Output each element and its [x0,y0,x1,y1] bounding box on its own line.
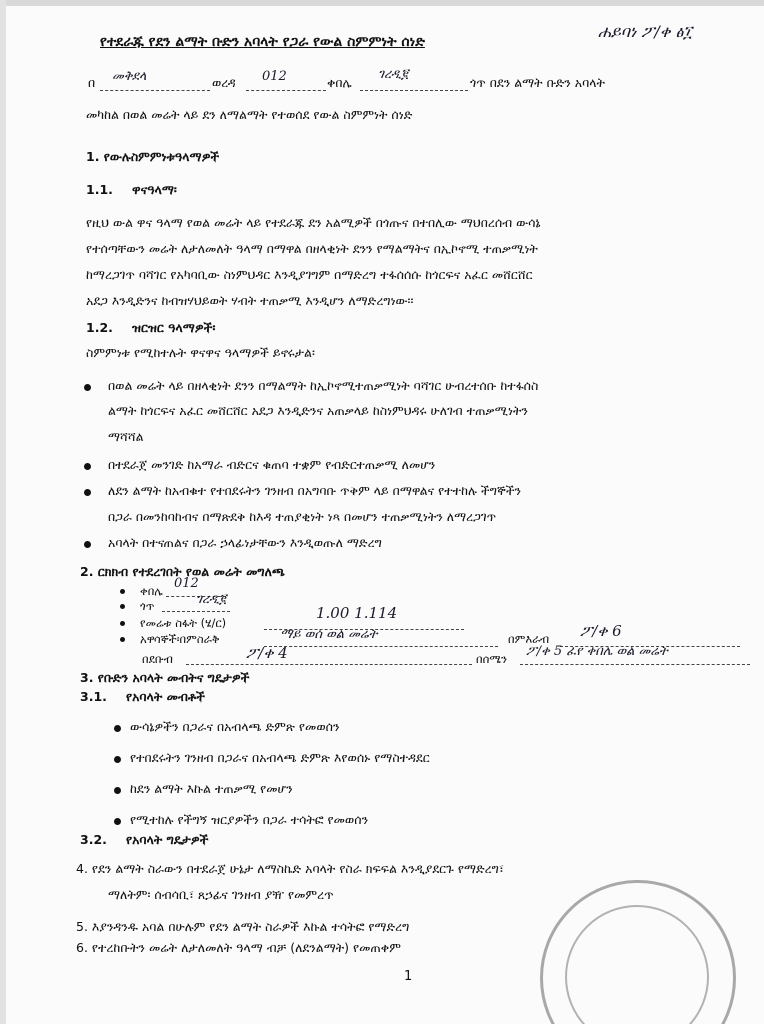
para-line: የዚህ ውል ዋና ዓላማ የወል መሬት ላይ የተደራጁ ደን አልሚዎች በጎጡና በተበሊው ማህበረሰብ ውሳኔ [86,215,541,230]
handwritten-parcel-area: 1.00 1.114 [316,604,398,622]
section-3-2-number: 3.2. [80,832,107,847]
parcel-got-label: ጎጥ [140,599,155,613]
parcel-east-label: አዋሳኞች፡በምስራቅ [140,632,220,646]
bullet-dot [120,637,125,642]
para-line: የተሰጣቸውን መሬት ለታለመለት ዓላማ በማዋል በዘላቂነት ደንን የማልማትና በኢኮኖሚ ተጠቃሚነት [86,241,538,256]
bullet-line: ልማት ከጎርፍና አፈር መሸርሸር አደጋ እንዲድንና አጠቃላይ ከስነምህዳሩ ሁለገብ ተጠቃሚነትን [108,403,528,418]
rights-item: የተበደሩትን ገንዘብ በጋራና በአብላጫ ድምጽ እየወሰኑ የማስተዳደር [130,750,430,765]
bullet-line: ማሻሻል [108,429,144,444]
rights-item: ከደን ልማት እኩል ተጠቃሚ የመሆን [130,781,293,796]
section-1-heading: 1. የውሉስምምነቱዓላማዎች [86,149,220,164]
section-3-1-number: 3.1. [80,689,107,704]
parcel-area-label: የመሬቱ ስፋት (ሄ/ር) [140,616,227,630]
intro-prefix: በ [88,75,96,90]
bullet-line: በተደራጀ መንገድ ከአማራ ብድርና ቁጠባ ተቋም የብድርተጠቃሚ ለመሆን [108,457,436,472]
kebele-fill-line [360,90,468,91]
fill-line [186,664,472,665]
obligation-6: 6. የተረከቡትን መሬት ለታለመለት ዓላማ ብቻ (ለደንልማት) የመጠቀም [76,940,401,955]
bullet-dot [120,621,125,626]
official-stamp-inner-ring [565,905,709,1024]
bullet-dot [84,463,91,470]
section-3-1-title: የአባላት መብቶች [126,689,205,704]
handwritten-parcel-south: ፖ/ቀ 4 [246,644,288,662]
handwritten-parcel-east: ማይ ወሰ ወል መሬት [280,627,378,642]
bullet-line: አባላት በተናጠልና በጋራ ኃላፊነታቸውን እንዲወጡለ ማድረግ [108,535,382,550]
official-stamp [540,880,736,1024]
intro-kebele-label: ቀበሌ [327,75,352,90]
section-2-heading: 2. ርክክብ የተደረገበት የወል መሬት መግለጫ [80,564,285,579]
bullet-dot [84,489,91,496]
handwritten-parcel-west: ፖ/ቀ 6 [580,622,622,640]
bullet-dot [120,589,125,594]
parcel-west-label: በምእራብ [508,632,550,646]
scan-edge-left [0,0,6,1024]
para-line: አደጋ እንዲድንና ከብዝሃህይወት ሃብት ተጠቃሚ እንዲሆን ለማድረግነው፡፡ [86,293,414,308]
obligation-4-line2: ማለትም፡ ሰብሳቢ፣ ጸኃፊና ገንዘብ ያዥ የመምረጥ [108,887,334,902]
bullet-dot [114,818,121,825]
section-1-1-number: 1.1. [86,182,113,197]
section-1-2-number: 1.2. [86,320,113,335]
rights-item: የሚተከሉ የችግኝ ዝርያዎችን በጋራ ተሳትፎ የመወሰን [130,812,369,827]
wereda-no-fill-line [246,90,326,91]
fill-line [264,646,498,647]
bullet-dot [120,604,125,609]
handwritten-parcel-north: ፖ/ቀ 5 ፈየ ቀበሌ ወል መሬት [526,644,668,659]
section-1-2-title: ዝርዝር ዓላማዎች፡ [132,320,216,335]
para-line: ከማረጋገጥ ባሻገር የአካባቢው ስነምህዳር እንዲያገግም በማድረግ ተፋሰሰሱ ከጎርፍና አፈር መሸርሸር [86,267,533,282]
obligation-5: 5. እያንዳንዱ አባል በሁሉም የደን ልማት ስራዎች እኩል ተሳትፎ የማድረግ [76,919,410,934]
corner-handwritten-note: ሐይባነ ፖ/ቀ ፅ፲ [598,22,692,41]
handwritten-woreda: መቅደላ [112,69,147,84]
intro-line1-suffix: ጎጥ በደን ልማት ቡድን አባላት [470,75,605,90]
fill-line [520,664,750,665]
bullet-dot [114,787,121,794]
obligation-4-line1: 4. የደን ልማት ስራውን በተደራጀ ሁኔታ ለማስኬድ አባላት የስራ ክፍፍል እንዲያደርጉ የማድረግ፣ [76,861,505,876]
bullet-line: ለደን ልማት ከአብቁተ የተበደሩትን ገንዘብ በአግባቡ ጥቅም ላይ በማዋልና የተተከሉ ችግኞችን [108,483,522,498]
bullet-dot [84,384,91,391]
section-3-2-title: የአባላት ግዴታዎች [126,832,209,847]
bullet-line: በወል መሬት ላይ በዘላቂነት ደንን በማልማት ከኢኮኖሚተጠቃሚነት ባሻገር ሁብረተሰቡ ከተፋሰስ [108,378,539,393]
section-1-1-title: ዋናዓላማ፡ [132,182,177,197]
handwritten-kebele-name: ገረዲ፪ [378,67,409,82]
handwritten-parcel-kebele: 012 [174,576,199,591]
parcel-north-label: በሰሜን [476,652,508,666]
bullet-dot [84,541,91,548]
bullet-line: በጋራ በመንከባከብና በማጽደቅ ከእዳ ተጠያቂነት ነጻ በመሆን ተጠቃሚነትን ለማረጋገጥ [108,509,497,524]
page-number: 1 [404,969,413,984]
woreda-fill-line [100,90,210,91]
document-title: የተደራጁ የደን ልማት ቡድን አባላት የጋራ የውል ስምምነት ሰነድ [100,34,425,50]
bullet-dot [114,725,121,732]
intro-line2: መካከል በወል መሬት ላይ ደን ለማልማት የተወሰደ የውል ስምምነት ሰነድ [86,107,413,122]
section-1-2-intro: ስምምነቱ የሚከተሉት ዋናዋና ዓላማዎች ይኖሩታል፡ [86,345,315,360]
section-3-heading: 3. የቡድን አባላት መብትና ግዴታዎች [80,670,250,685]
scan-edge-top [0,0,764,6]
handwritten-parcel-got: ገረዲ፪ [196,592,227,607]
parcel-south-label: በደቡብ [142,652,173,666]
parcel-kebele-label: ቀበሌ [140,584,163,598]
bullet-dot [114,756,121,763]
intro-wereda-label: ወረዳ [212,75,236,90]
rights-item: ውሳኔዎችን በጋራና በአብላጫ ድምጽ የመወሰን [130,719,340,734]
handwritten-wereda-no: 012 [262,69,287,84]
fill-line [162,611,230,612]
